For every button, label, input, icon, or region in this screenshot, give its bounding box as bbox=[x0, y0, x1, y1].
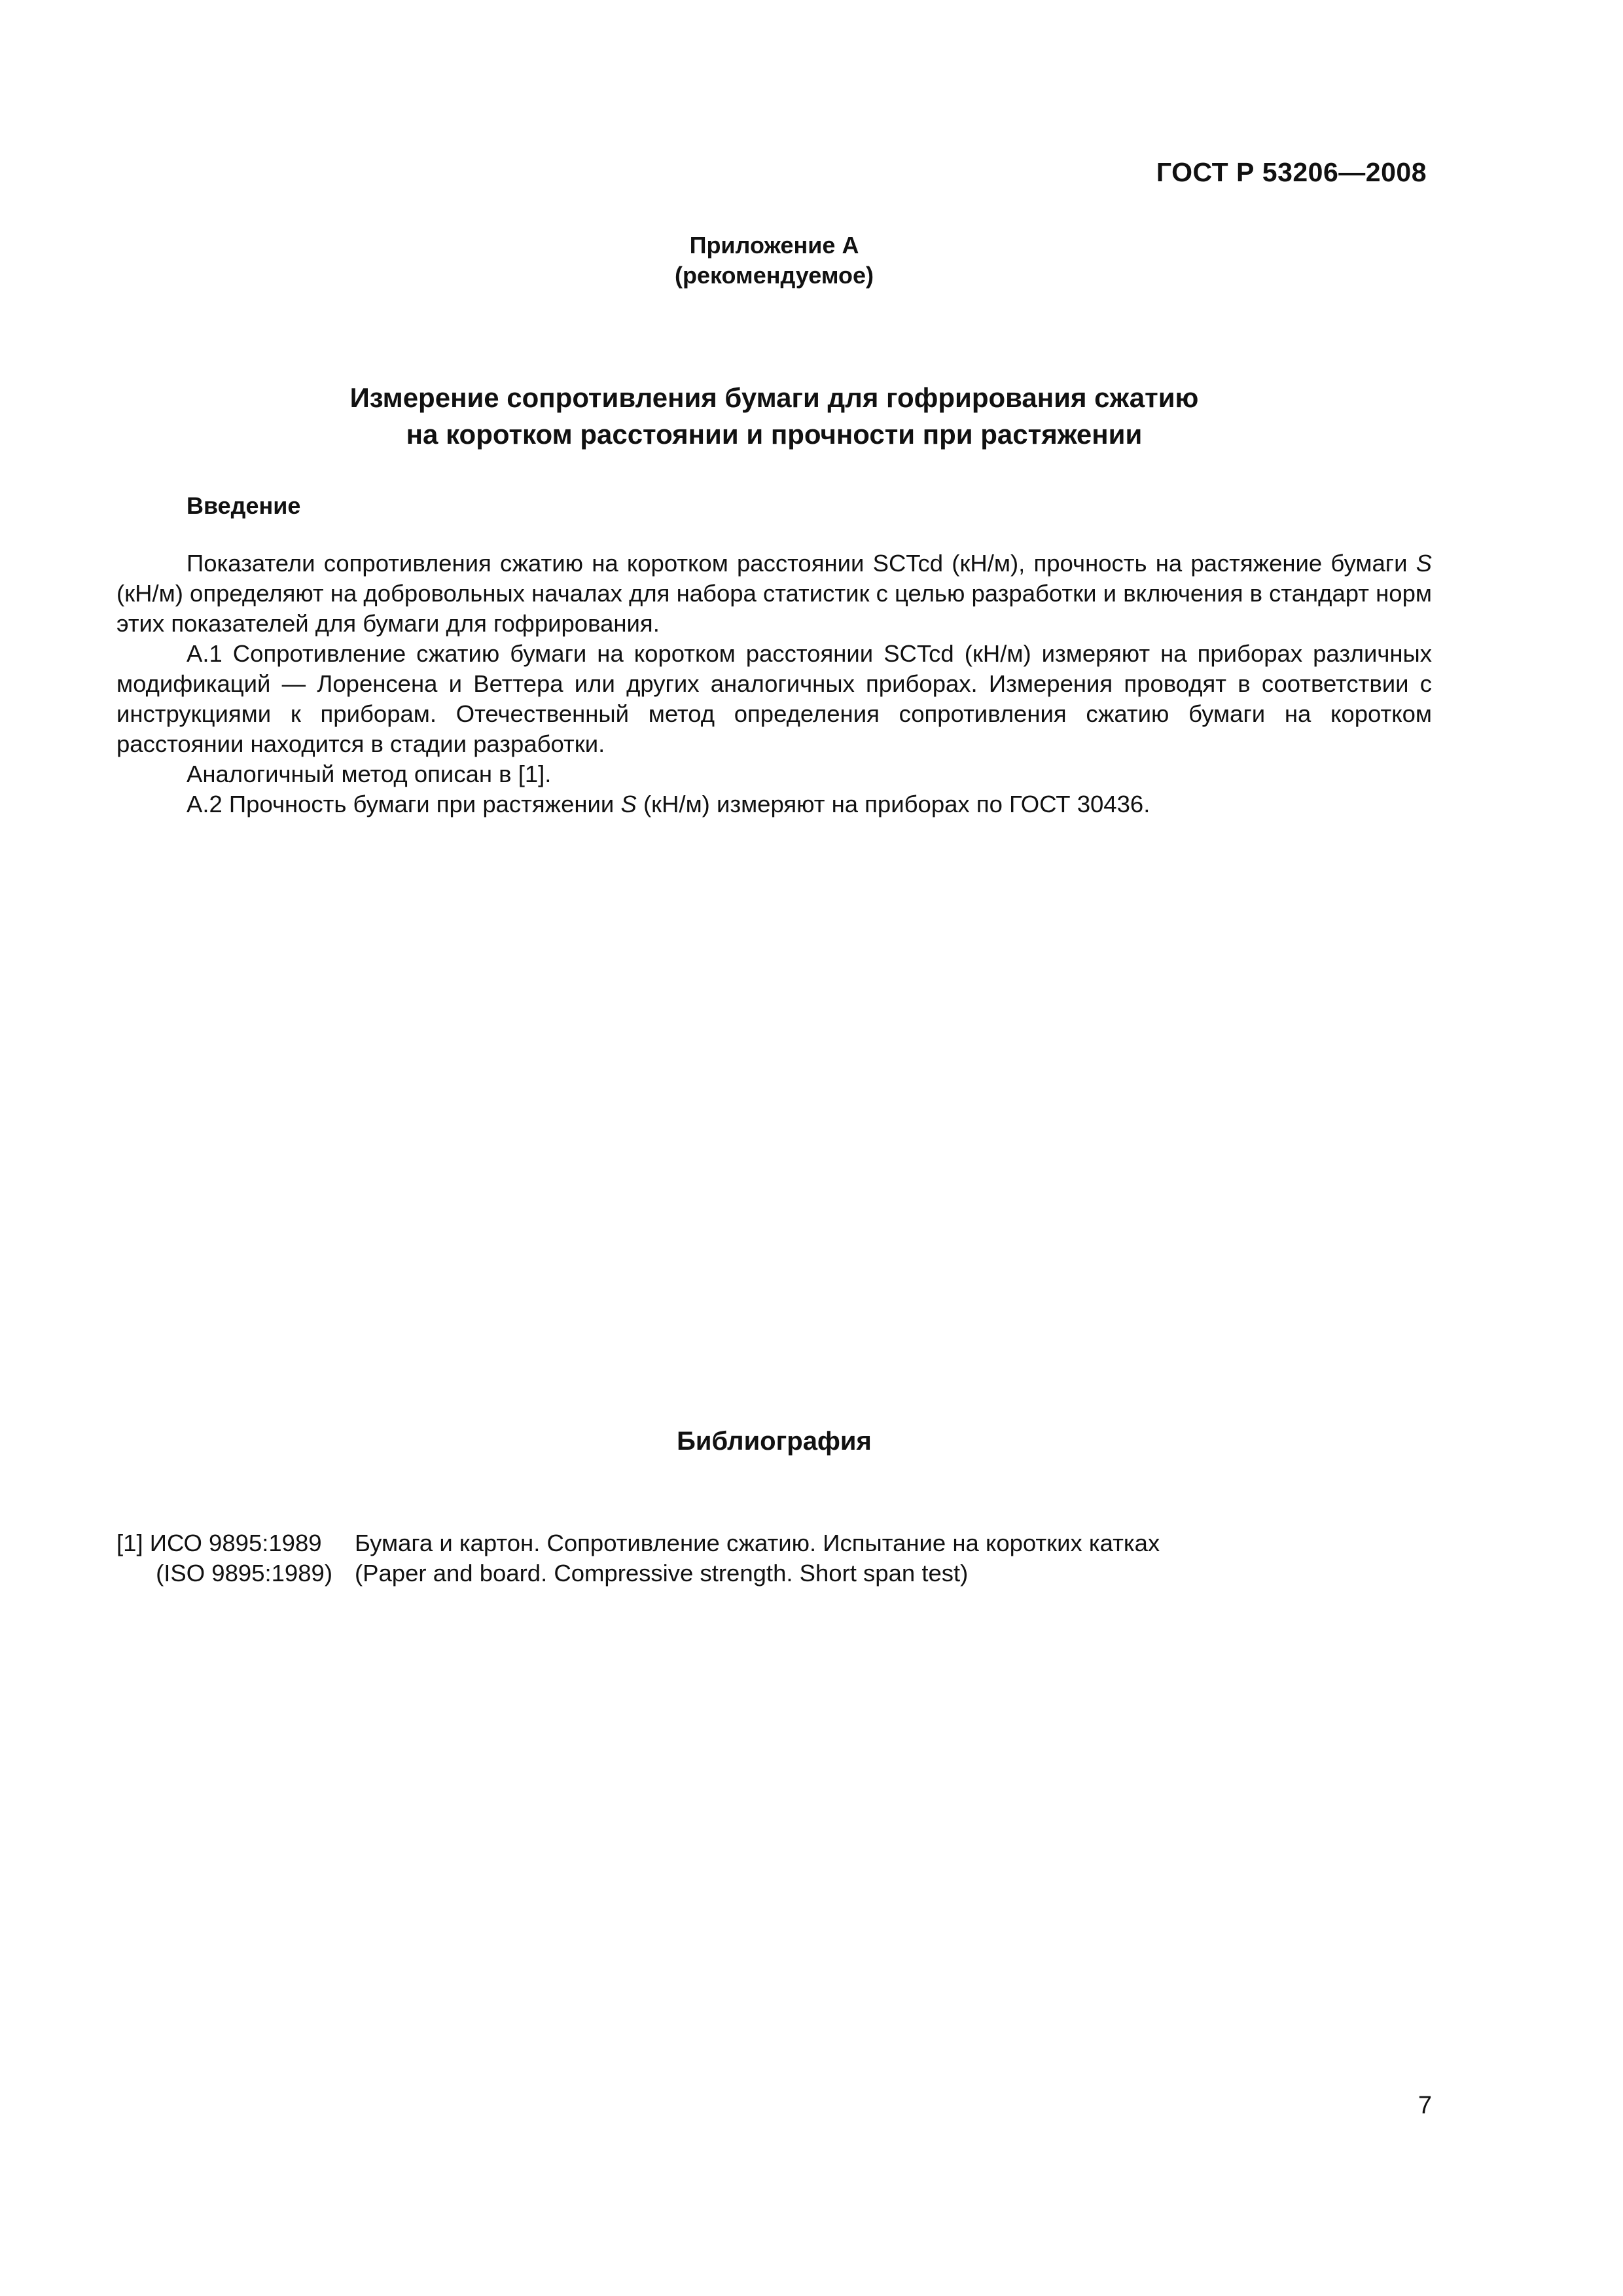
appendix-status: (рекомендуемое) bbox=[675, 262, 874, 289]
title-line-2: на коротком расстоянии и прочности при растяжении bbox=[406, 419, 1143, 450]
symbol-s: S bbox=[620, 791, 637, 817]
bibliography-entry bbox=[116, 1528, 1432, 1558]
title-line-1: Измерение сопротивления бумаги для гофрирования сжатию bbox=[349, 382, 1199, 413]
paragraph-intro bbox=[116, 548, 1432, 639]
paragraph-intro-text-1: Показатели сопротивления сжатию на коротком расстоянии SCTcd (кН/м), прочность на растяжение бумаги bbox=[187, 550, 1416, 577]
symbol-s: S bbox=[1416, 550, 1432, 577]
document-title bbox=[0, 380, 1548, 453]
bibliography-ref: [1] ИСО 9895:1989 bbox=[116, 1530, 322, 1556]
bibliography-ref: (ISO 9895:1989) bbox=[156, 1560, 332, 1587]
standard-code-header: ГОСТ Р 53206—2008 bbox=[1156, 157, 1427, 187]
paragraph-a1: А.1 Сопротивление сжатию бумаги на коротком расстоянии SCTcd (кН/м) измеряют на приборах различных модификаций — Лоренсена и Веттера или других аналогичных приборах. Измерения проводят в соответствии с инструкциями к приборам. Отечественный метод определения сопротивления сжатию бумаги на коротком расстоянии находится в стадии разработки. bbox=[116, 640, 1432, 757]
page-number: 7 bbox=[1418, 2092, 1432, 2119]
bibliography-desc: Бумага и картон. Сопротивление сжатию. Испытание на коротких катках bbox=[355, 1530, 1160, 1556]
bibliography-entry bbox=[116, 1558, 1432, 1588]
bibliography-desc: (Paper and board. Compressive strength. Short span test) bbox=[355, 1560, 969, 1587]
bibliography-list bbox=[116, 1528, 1432, 1588]
introduction-heading: Введение bbox=[187, 492, 301, 519]
paragraph-intro-text-2: (кН/м) определяют на добровольных началах для набора статистик с целью разработки и включения в стандарт норм этих показателей для бумаги для гофрирования. bbox=[116, 580, 1432, 637]
appendix-label: Приложение А bbox=[689, 232, 859, 259]
bibliography-heading: Библиография bbox=[677, 1427, 872, 1456]
paragraph-a2-text-1: А.2 Прочность бумаги при растяжении bbox=[187, 791, 621, 817]
appendix-heading bbox=[0, 230, 1548, 291]
paragraph-analog: Аналогичный метод описан в [1]. bbox=[187, 761, 552, 787]
paragraph-a2 bbox=[116, 789, 1432, 819]
paragraph-a2-text-2: (кН/м) измеряют на приборах по ГОСТ 30436. bbox=[636, 791, 1150, 817]
introduction-body bbox=[116, 548, 1432, 819]
